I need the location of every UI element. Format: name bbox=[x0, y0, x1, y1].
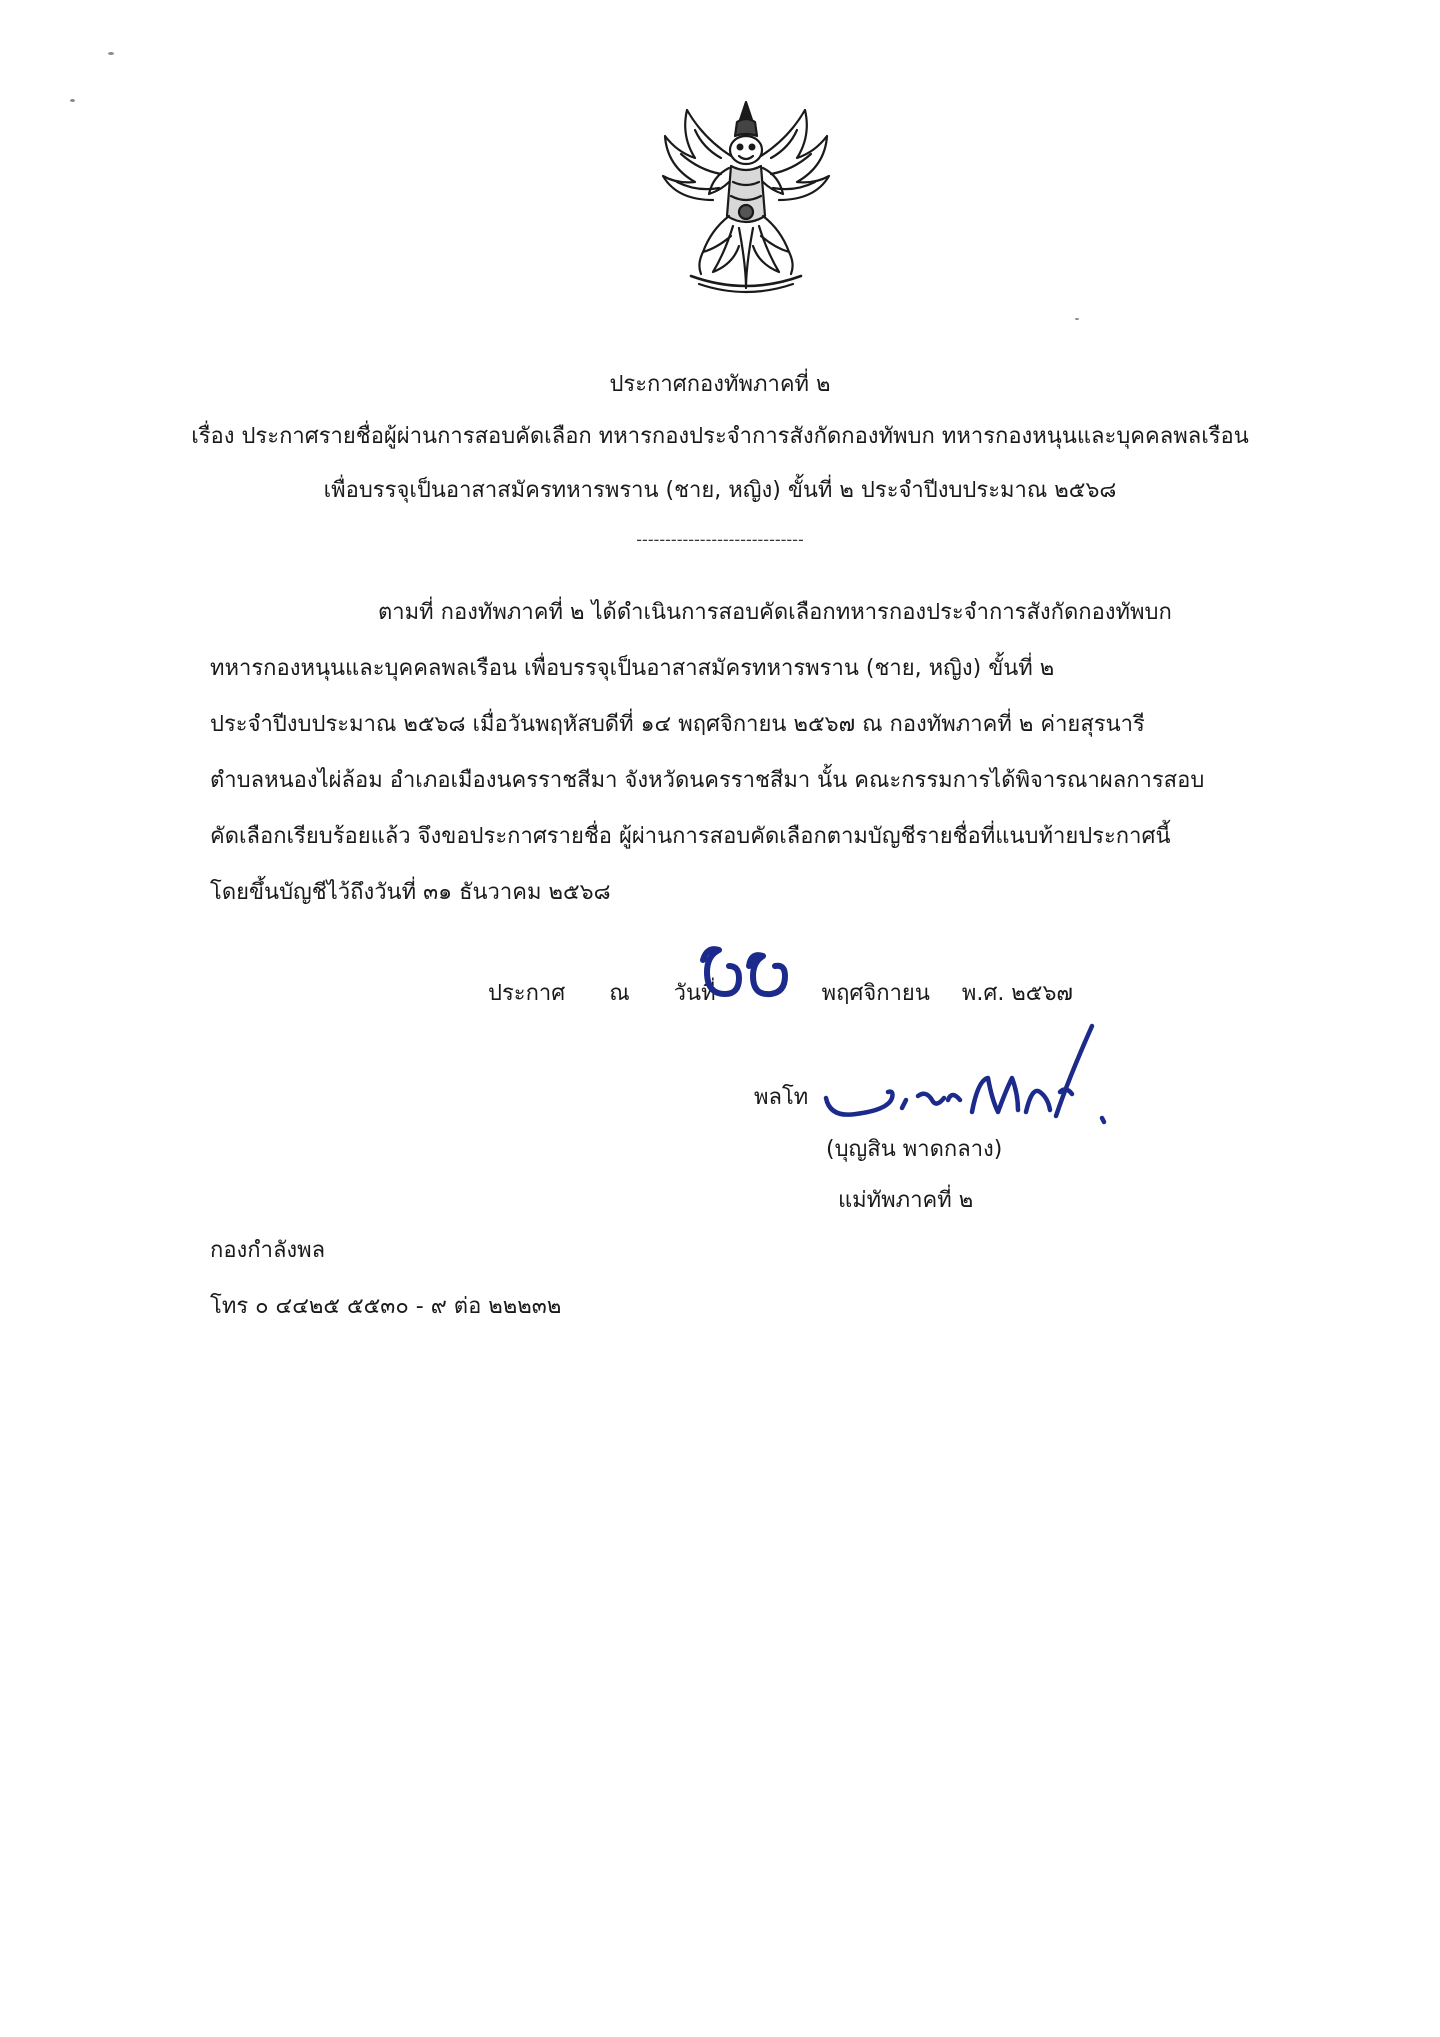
signatory-rank: พลโท bbox=[754, 1085, 809, 1110]
month-label: พฤศจิกายน bbox=[821, 981, 930, 1006]
body-line: คัดเลือกเรียบร้อยแล้ว จึงขอประกาศรายชื่อ ผู้ผ่านการสอบคัดเลือกตามบัญชีรายชื่อที่แนบท้ายประกาศนี้ bbox=[210, 824, 1171, 849]
scan-speck bbox=[70, 99, 75, 102]
scan-speck bbox=[108, 52, 114, 55]
year-label: พ.ศ. ๒๕๖๗ bbox=[961, 981, 1073, 1006]
subject-line-2: เพื่อบรรจุเป็นอาสาสมัครทหารพราน (ชาย, หญิง) ขั้นที่ ๒ ประจำปีงบประมาณ ๒๕๖๘ bbox=[323, 478, 1117, 503]
scan-speck bbox=[1075, 318, 1079, 320]
at-label: ณ bbox=[609, 981, 630, 1006]
body-line: ทหารกองหนุนและบุคคลพลเรือน เพื่อบรรจุเป็นอาสาสมัครทหารพราน (ชาย, หญิง) ขั้นที่ ๒ bbox=[210, 656, 1055, 681]
phone-number: โทร ๐ ๔๔๒๕ ๕๕๓๐ - ๙ ต่อ ๒๒๒๓๒ bbox=[210, 1294, 562, 1319]
signature-mark bbox=[822, 1020, 1142, 1130]
body-line: ตามที่ กองทัพภาคที่ ๒ ได้ดำเนินการสอบคัดเลือกทหารกองประจำการสังกัดกองทัพบก bbox=[378, 600, 1172, 625]
subject-line-1: เรื่อง ประกาศรายชื่อผู้ผ่านการสอบคัดเลือก ทหารกองประจำการสังกัดกองทัพบก ทหารกองหนุนและบุคคลพลเรือน bbox=[191, 424, 1249, 449]
day-label: วันที่ bbox=[673, 981, 716, 1006]
header-divider: ----------------------------- bbox=[636, 530, 804, 549]
garuda-emblem-icon bbox=[651, 96, 841, 296]
department-label: กองกำลังพล bbox=[210, 1238, 326, 1263]
handwritten-day-mark bbox=[693, 936, 793, 1006]
body-line: ประจำปีงบประมาณ ๒๕๖๘ เมื่อวันพฤหัสบดีที่ ๑๔ พฤศจิกายน ๒๕๖๗ ณ กองทัพภาคที่ ๒ ค่ายสุรนารี bbox=[210, 712, 1145, 737]
body-line: ตำบลหนองไผ่ล้อม อำเภอเมืองนครราชสีมา จังหวัดนครราชสีมา นั้น คณะกรรมการได้พิจารณาผลการสอบ bbox=[210, 768, 1205, 793]
announced-label: ประกาศ bbox=[488, 981, 566, 1006]
announcement-title: ประกาศกองทัพภาคที่ ๒ bbox=[609, 372, 831, 397]
signatory-name: (บุญสิน พาดกลาง) bbox=[826, 1137, 1003, 1162]
body-line: โดยขึ้นบัญชีไว้ถึงวันที่ ๓๑ ธันวาคม ๒๕๖๘ bbox=[210, 880, 611, 905]
signatory-position: แม่ทัพภาคที่ ๒ bbox=[838, 1188, 974, 1213]
